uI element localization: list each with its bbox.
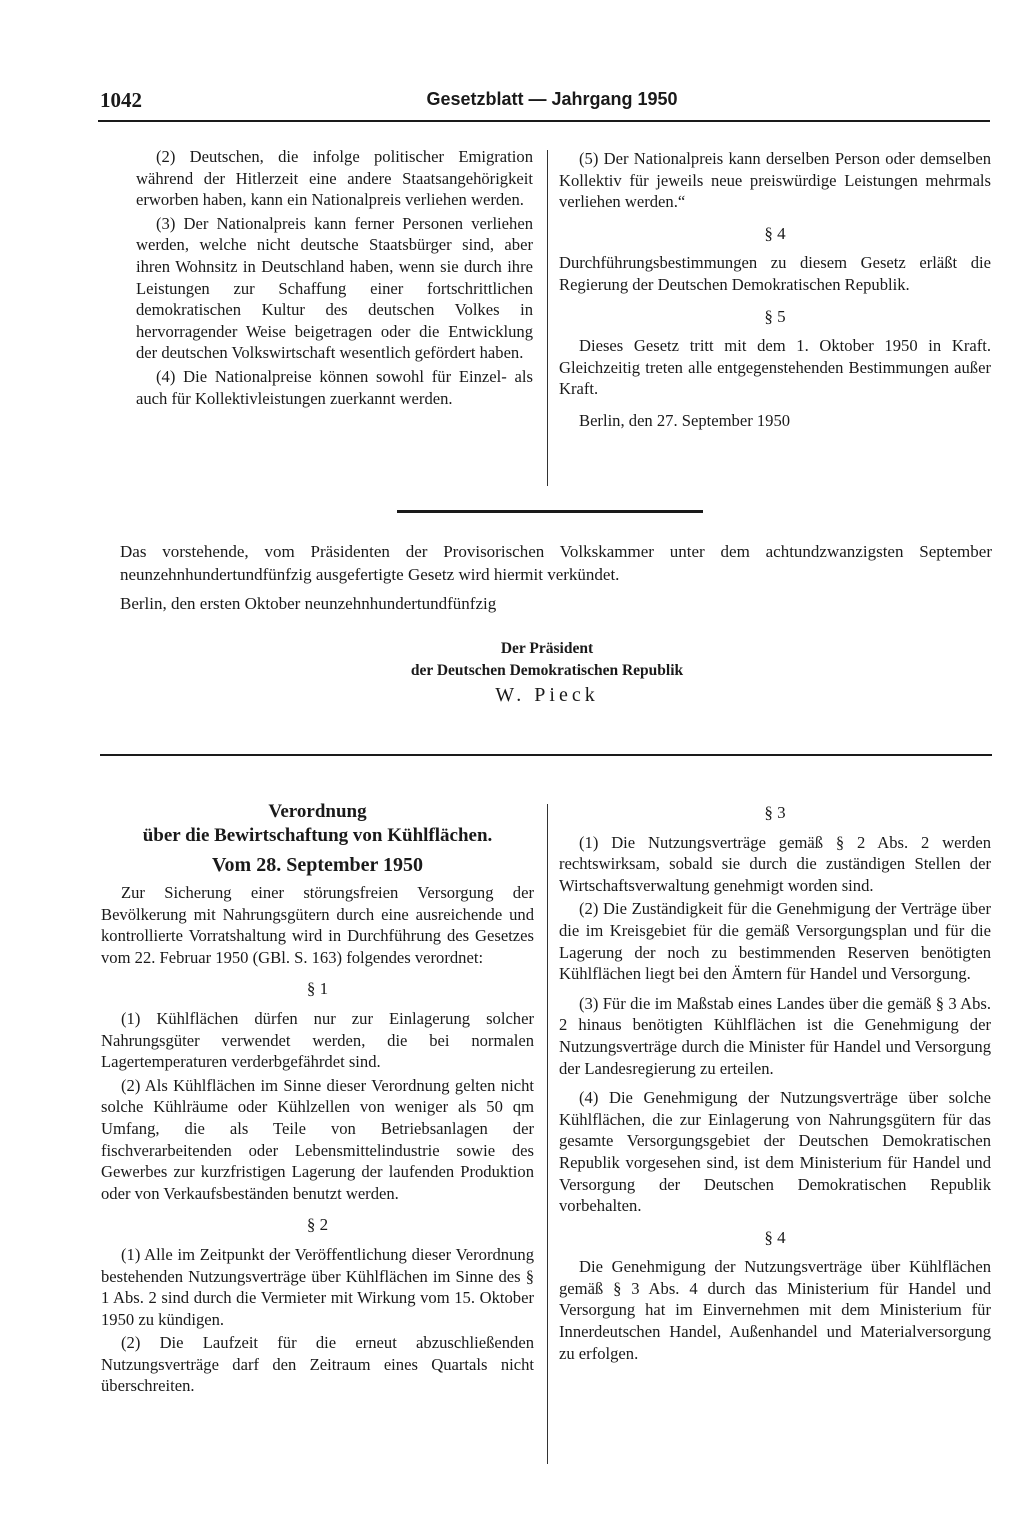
signature-name: W. Pieck <box>495 684 599 706</box>
date-line: Berlin, den 27. September 1950 <box>579 410 791 430</box>
upper-right-column <box>559 148 991 434</box>
section-heading: § 3 <box>764 803 786 822</box>
paragraph: (2) Die Zuständigkeit für die Genehmigung der Verträge über die im Kreisgebiet für die gemäß Versorgungsplan und für die Lagerung der noch zu bestimmenden Reserven benötigten Kühlflächen liegt bei den Ämtern für Handel und Versorgung. <box>559 899 991 984</box>
signature-office: der Deutschen Demokratischen Republik <box>410 662 684 679</box>
paragraph: (2) Als Kühlflächen im Sinne dieser Verordnung gelten nicht solche Kühlräume oder Kühlzellen von weniger als 50 qm Umfang, die als Teile von Betriebsanlagen der fischverarbeitenden oder Lebensmittelindustrie sowie des Gewerbes zur kurzfristigen Lagerung der laufenden Produktion oder von Verkaufsbeständen benutzt werden. <box>101 1075 534 1203</box>
section-heading: § 4 <box>764 223 786 243</box>
section-rule <box>397 510 703 513</box>
paragraph: (5) Der Nationalpreis kann derselben Person oder demselben Kollektiv für jeweils neue preiswürdige Leistungen mehrmals verliehen werden.“ <box>559 149 991 212</box>
lower-right-column <box>559 800 991 1366</box>
section-heading: § 5 <box>764 306 786 326</box>
paragraph: (2) Deutschen, die infolge politischer Emigration während der Hitlerzeit eine andere Staatsangehörigkeit erworben haben, kann ein Nationalpreis verliehen werden. <box>136 147 533 210</box>
paragraph: Zur Sicherung einer störungsfreien Versorgung der Bevölkerung mit Nahrungsgütern durch eine ausreichende und kontrollierte Vorratshaltung wird in Durchführung des Gesetzes vom 22. Februar 1950 (GBl. S. 163) folgendes verordnet: <box>101 883 534 967</box>
promulgation-text: Das vorstehende, vom Präsidenten der Provisorischen Volkskammer unter dem achtundzwanzigsten September neunzehnhundertundfünfzig ausgefertigte Gesetz wird hiermit verkündet. <box>120 542 992 584</box>
running-header: Gesetzblatt — Jahrgang 1950 <box>426 89 678 109</box>
page-number: 1042 <box>100 88 142 112</box>
column-divider <box>547 150 548 486</box>
section-rule <box>100 754 992 756</box>
paragraph: Die Genehmigung der Nutzungsverträge über Kühlflächen gemäß § 3 Abs. 4 durch das Ministerium für Handel und Versorgung hat im Einvernehmen mit dem Ministerium für Innerdeutschen Handel, Außenhandel und Materialversorgung zu erfolgen. <box>559 1257 991 1363</box>
paragraph: (1) Kühlflächen dürfen nur zur Einlagerung solcher Nahrungsgüter verwendet werden, die bei normalen Lagertemperaturen verderbgefährdet sind. <box>101 1008 534 1072</box>
section-heading: § 4 <box>764 1227 786 1247</box>
paragraph: (3) Für die im Maßstab eines Landes über die gemäß § 3 Abs. 2 hinaus benötigten Kühlflächen ist die Genehmigung der Nutzungsverträge durch die Minister für Handel und Versorgung der Landesregierung zu erteilen. <box>559 993 991 1078</box>
ordinance-title: Verordnung <box>268 801 367 822</box>
paragraph: (2) Die Laufzeit für die erneut abzuschließenden Nutzungsverträge darf den Zeitraum eines Quartals nicht überschreiten. <box>101 1333 534 1396</box>
signature-title: Der Präsident <box>500 640 594 657</box>
lower-left-column <box>101 800 534 1399</box>
paragraph: (1) Die Nutzungsverträge gemäß § 2 Abs. 2 werden rechtswirksam, sobald sie durch die zuständigen Stellen der Wirtschaftsverwaltung genehmigt worden sind. <box>559 832 991 895</box>
promulgation-place-date: Berlin, den ersten Oktober neunzehnhundertundfünfzig <box>120 594 497 613</box>
upper-left-column <box>136 146 533 411</box>
paragraph: Durchführungsbestimmungen zu diesem Gesetz erläßt die Regierung der Deutschen Demokratischen Republik. <box>559 253 991 294</box>
promulgation-block <box>120 540 992 621</box>
paragraph: (3) Der Nationalpreis kann ferner Personen verliehen werden, welche nicht deutsche Staatsbürger sind, aber ihren Wohnsitz in Deutschland haben, wenn sie durch ihre Leistungen zur Schaffung einer fortschrittlichen demokratischen Kultur des deutschen Volkes in hervorragender Weise beigetragen oder die Entwicklung der deutschen Volkswirtschaft wesentlich gefördert haben. <box>136 213 533 363</box>
paragraph: (4) Die Nationalpreise können sowohl für Einzel- als auch für Kollektivleistungen zuerkannt werden. <box>136 366 533 408</box>
ordinance-subtitle: über die Bewirtschaftung von Kühlflächen. <box>142 825 493 846</box>
section-heading: § 2 <box>306 1215 329 1235</box>
column-divider <box>547 804 548 1464</box>
header-rule <box>98 120 990 122</box>
ordinance-date: Vom 28. September 1950 <box>211 854 424 876</box>
paragraph: (1) Alle im Zeitpunkt der Veröffentlichung dieser Verordnung bestehenden Nutzungsverträge über Kühlflächen im Sinne des § 1 Abs. 2 sind durch die Vermieter mit Wirkung vom 15. Oktober 1950 zu kündigen. <box>101 1244 534 1329</box>
section-heading: § 1 <box>306 979 329 999</box>
paragraph: Dieses Gesetz tritt mit dem 1. Oktober 1950 in Kraft. Gleichzeitig treten alle entgegenstehenden Bestimmungen außer Kraft. <box>559 336 991 399</box>
paragraph: (4) Die Genehmigung der Nutzungsverträge über solche Kühlflächen, die zur Einlagerung von Nahrungsgütern für das gesamte Versorgungsgebiet der Deutschen Demokratischen Republik vorgesehen sind, ist dem Ministerium für Handel und Versorgung der Deutschen Demokratischen Republik vorbehalten. <box>559 1088 991 1216</box>
